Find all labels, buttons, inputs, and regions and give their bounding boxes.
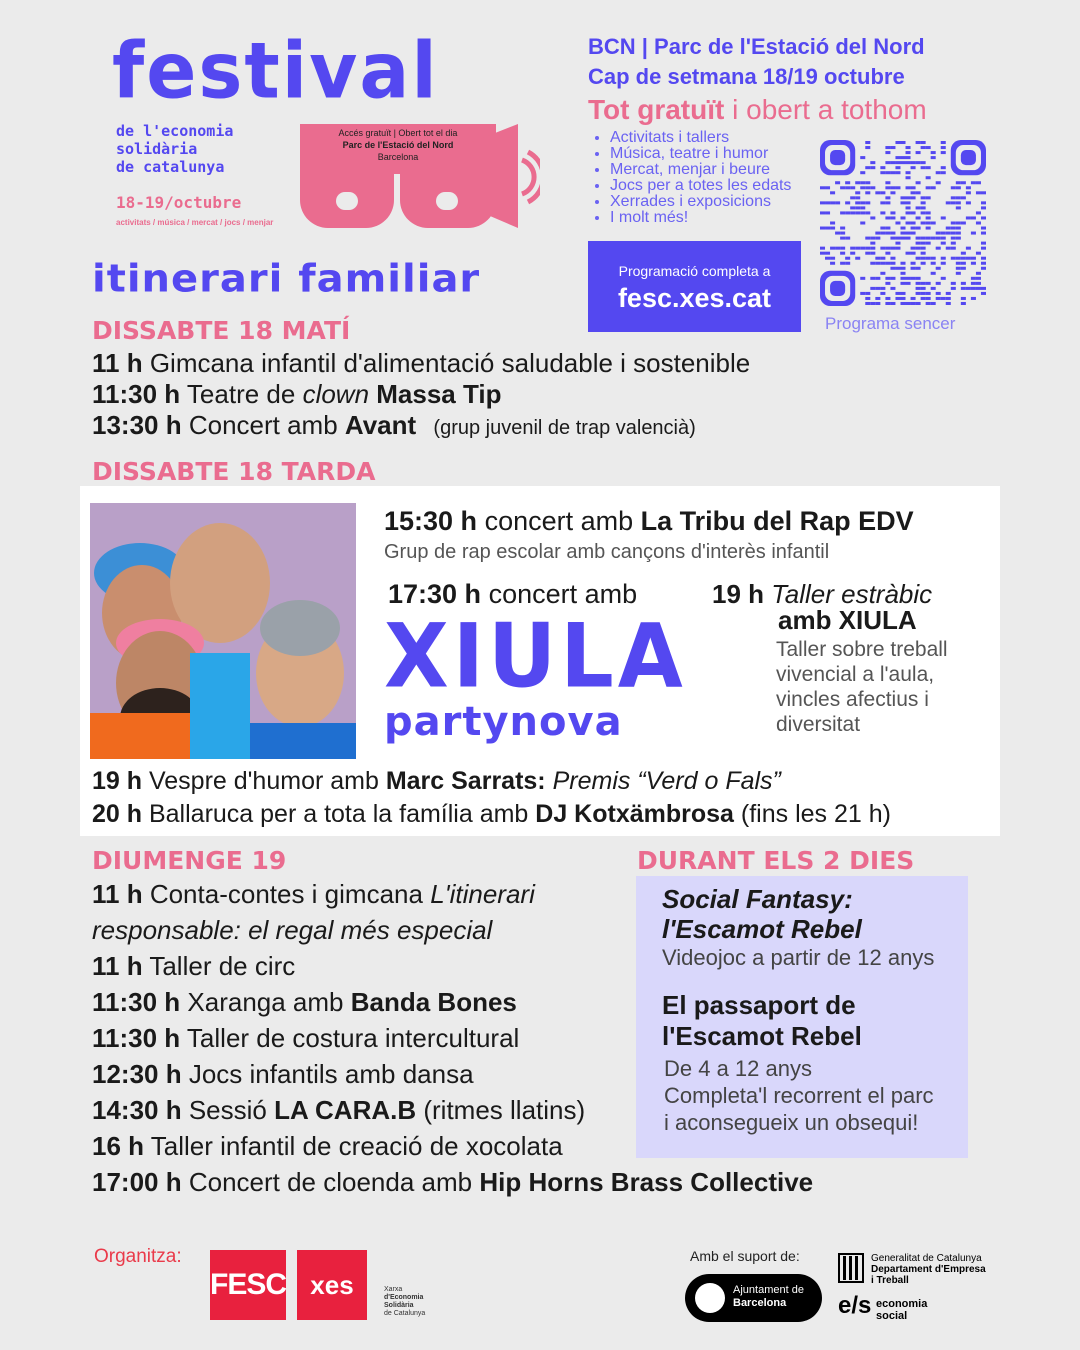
row-bold: La Tribu del Rap EDV (640, 506, 914, 536)
row-time: 13:30 h (92, 410, 182, 440)
logo-line: economia (876, 1298, 928, 1310)
activities-list (588, 130, 791, 226)
row-time: 19 h (92, 767, 143, 795)
saturday-morning-title: DISSABTE 18 MATÍ (92, 316, 351, 345)
list-item: • I molt més! (610, 210, 791, 226)
row-time: 14:30 h (92, 1095, 182, 1125)
title-line: Social Fantasy: (662, 884, 853, 914)
generalitat-text (871, 1253, 986, 1286)
schedule-row (92, 798, 891, 830)
game-title (662, 884, 862, 944)
row-text: concert amb (481, 579, 638, 609)
logo-line: social (876, 1310, 908, 1322)
schedule-row (92, 347, 750, 379)
sunday-title: DIUMENGE 19 (92, 846, 287, 875)
both-days-title: DURANT ELS 2 DIES (637, 846, 915, 875)
row-time: 17:30 h (388, 579, 482, 609)
logo-line: Ajuntament de (733, 1284, 804, 1296)
desc-line: De 4 a 12 anys (664, 1056, 812, 1081)
caption-line: d'Economia (384, 1294, 424, 1301)
fesc-logo: FESC (210, 1250, 286, 1320)
row-text: concert amb (477, 506, 641, 536)
row-text: Vespre d'humor amb (142, 767, 386, 795)
workshop-description (776, 637, 948, 737)
festival-dates: 18-19/octubre (116, 193, 242, 212)
organizer-label: Organitza: (94, 1246, 182, 1267)
caption-line: Solidària (384, 1302, 414, 1309)
title-line: El passaport de (662, 990, 856, 1020)
row-time: 11 h (92, 951, 143, 981)
row-italic: Premis “Verd o Fals” (545, 767, 781, 795)
row-text: Taller infantil de creació de xocolata (144, 1131, 563, 1161)
list-item: • Mercat, menjar i beure (610, 162, 791, 178)
logo-subtitle-line: de l'economia (116, 122, 234, 140)
row-bold: Massa Tip (369, 379, 502, 409)
row-time: 17:00 h (92, 1167, 182, 1197)
badge-line: Barcelona (377, 152, 419, 162)
row-italic: responsable: el regal més especial (92, 915, 493, 945)
festival-logo-subtitle (116, 122, 233, 176)
schedule-row (92, 1166, 813, 1198)
row-italic: L'itinerari (430, 879, 535, 909)
logo-line: i Treball (871, 1275, 909, 1286)
caption-line: de Catalunya (384, 1310, 426, 1317)
logo-subtitle-line: solidària (116, 140, 198, 158)
game-description: Videojoc a partir de 12 anys (662, 945, 935, 970)
ajuntament-text (733, 1284, 804, 1310)
row-bold: Banda Bones (350, 987, 517, 1017)
passport-title (662, 990, 862, 1052)
support-label: Amb el suport de: (690, 1248, 800, 1264)
row-bold: Marc Sarrats: (385, 767, 546, 795)
generalitat-emblem-icon (838, 1253, 864, 1283)
row-time: 19 h (712, 579, 765, 609)
xes-logo: xes (297, 1250, 367, 1320)
barcelona-shield-icon (695, 1283, 725, 1313)
row-text: Concert amb (181, 410, 345, 440)
row-text: Teatre de (180, 379, 303, 409)
festival-categories: activitats / música / mercat / jocs / menjar (116, 218, 274, 227)
row-note: (fins les 21 h) (733, 800, 891, 828)
list-item: • Jocs per a totes les edats (610, 178, 791, 194)
row-time: 16 h (92, 1131, 145, 1161)
title-line: l'Escamot Rebel (662, 1021, 862, 1051)
row-text: Sessió (181, 1095, 275, 1125)
saturday-afternoon-title: DISSABTE 18 TARDA (92, 457, 376, 486)
desc-line: vivencial a l'aula, (776, 663, 935, 686)
logo-line: Departament d'Empresa (871, 1264, 986, 1275)
row-text: Conta-contes i gimcana (142, 879, 431, 909)
ess-badge-text (300, 127, 496, 163)
workshop-host: amb XIULA (778, 605, 917, 635)
row-time: 11:30 h (92, 379, 181, 409)
qr-caption: Programa sencer (825, 314, 956, 333)
qr-code-icon[interactable] (820, 140, 986, 306)
row-note: (ritmes llatins) (416, 1095, 586, 1125)
list-item: • Música, teatre i humor (610, 146, 791, 162)
economia-social-mark: e/s (838, 1292, 872, 1319)
row-time: 20 h (92, 800, 143, 828)
row-time: 11 h (92, 879, 143, 909)
logo-subtitle-line: de catalunya (116, 158, 225, 176)
row-bold: LA CARA.B (274, 1095, 417, 1125)
xes-caption (384, 1286, 425, 1318)
venue-line: BCN | Parc de l'Estació del Nord (588, 34, 925, 59)
economia-social-text (876, 1298, 927, 1322)
row-text: Concert de cloenda amb (181, 1167, 480, 1197)
badge-line: Accés gratuït | Obert tot el dia (338, 128, 458, 138)
xiula-logo: XIULA (384, 604, 687, 708)
row-bold: Hip Horns Brass Collective (479, 1167, 814, 1197)
program-link-box[interactable] (588, 241, 801, 332)
program-url[interactable]: fesc.xes.cat (617, 283, 772, 313)
desc-line: i aconsegueix un obsequi! (664, 1110, 919, 1135)
schedule-row (92, 765, 781, 797)
dates-line: Cap de setmana 18/19 octubre (588, 64, 905, 89)
row-time: 12:30 h (92, 1059, 182, 1089)
free-line (588, 94, 927, 126)
concert-row (384, 505, 914, 537)
list-item: • Activitats i tallers (610, 130, 791, 146)
band-photo (90, 503, 356, 759)
desc-line: diversitat (776, 713, 861, 736)
passport-description (664, 1055, 934, 1136)
row-time: 11 h (92, 348, 143, 378)
free-bold: Tot gratuït (588, 94, 725, 125)
row-text: Gimcana infantil d'alimentació saludable i sostenible (142, 348, 751, 378)
list-item: • Xerrades i exposicions (610, 194, 791, 210)
program-link-caption: Programació completa a (618, 263, 771, 279)
row-bold: DJ Kotxämbrosa (535, 800, 734, 828)
row-text: Taller de circ (142, 951, 296, 981)
logo-line: Generalitat de Catalunya (871, 1253, 982, 1264)
row-italic: Taller estràbic (764, 579, 933, 609)
row-bold: Avant (344, 410, 417, 440)
xiula-partynova: partynova (384, 699, 623, 745)
schedule-row (92, 409, 696, 444)
ajuntament-logo (685, 1274, 822, 1322)
row-text: Jocs infantils amb dansa (181, 1059, 474, 1089)
festival-logo-title: festival (112, 25, 439, 117)
row-italic: clown (302, 379, 370, 409)
logo-line: Barcelona (733, 1297, 787, 1309)
title-line: l'Escamot Rebel (662, 914, 862, 944)
caption-line: Xarxa (384, 1286, 403, 1293)
row-text: Taller de costura intercultural (180, 1023, 520, 1053)
desc-line: vincles afectius i (776, 688, 929, 711)
row-text: Xaranga amb (180, 987, 351, 1017)
row-time: 11:30 h (92, 987, 181, 1017)
row-note: (grup juvenil de trap valencià) (433, 417, 696, 439)
row-text: Ballaruca per a tota la família amb (142, 800, 536, 828)
free-rest: i obert a tothom (724, 94, 927, 125)
schedule-row (92, 378, 502, 410)
badge-line: Parc de l'Estació del Nord (342, 140, 454, 150)
itinerary-title: itinerari familiar (92, 257, 481, 301)
desc-line: Taller sobre treball (776, 638, 948, 661)
concert-description: Grup de rap escolar amb cançons d'interès infantil (384, 541, 830, 563)
row-time: 15:30 h (384, 506, 478, 536)
row-time: 11:30 h (92, 1023, 181, 1053)
desc-line: Completa'l recorrent el parc (664, 1083, 934, 1108)
